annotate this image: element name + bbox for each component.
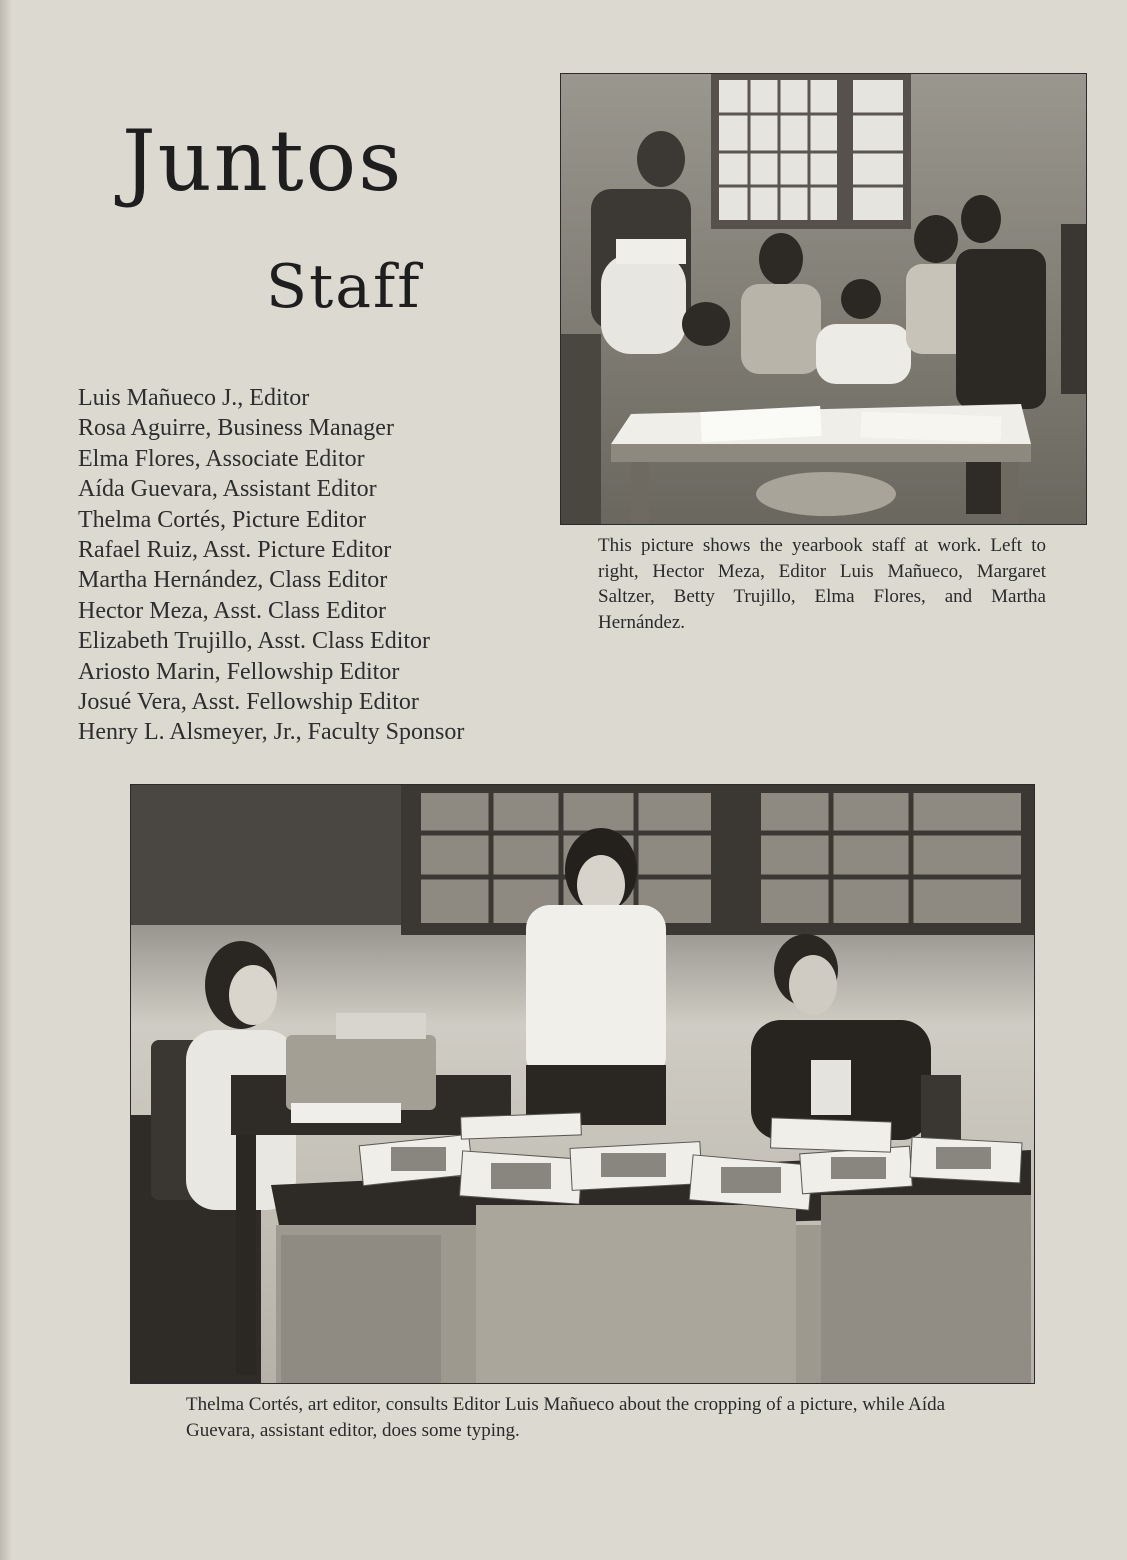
staff-entry: Elizabeth Trujillo, Asst. Class Editor [78, 628, 431, 655]
staff-entry: Rosa Aguirre, Business Manager [78, 415, 394, 442]
staff-entry: Luis Mañueco J., Editor [78, 385, 310, 411]
staff-entry: Rafael Ruiz, Asst. Picture Editor [78, 537, 392, 564]
staff-entry: Ariosto Marin, Fellowship Editor [78, 658, 400, 685]
staff-roster [78, 383, 464, 748]
staff-entry: Elma Flores, Associate Editor [78, 445, 365, 472]
photo-caption-top: This picture shows the yearbook staff at work. Left to right, Hector Meza, Editor Luis Mañueco, Margaret Saltzer, Betty Trujillo, Elma Flores, and Martha Hernández. [598, 535, 1046, 633]
staff-entry: Josué Vera, Asst. Fellowship Editor [78, 689, 419, 716]
page-subtitle: Staff [266, 252, 422, 322]
staff-at-work-photo [560, 73, 1087, 525]
staff-entry: Martha Hernández, Class Editor [78, 567, 388, 594]
page-spine-shadow [0, 0, 12, 1560]
page-title: Juntos [122, 112, 404, 210]
staff-entry: Aída Guevara, Assistant Editor [78, 476, 377, 503]
editors-at-desk-photo [130, 784, 1035, 1384]
staff-entry: Henry L. Alsmeyer, Jr., Faculty Sponsor [78, 719, 465, 746]
staff-entry: Thelma Cortés, Picture Editor [78, 506, 366, 533]
photo-caption-bottom: Thelma Cortés, art editor, consults Editor Luis Mañueco about the cropping of a picture, while Aída Guevara, assistant editor, does some typing. [186, 1394, 946, 1441]
staff-entry: Hector Meza, Asst. Class Editor [78, 597, 386, 624]
